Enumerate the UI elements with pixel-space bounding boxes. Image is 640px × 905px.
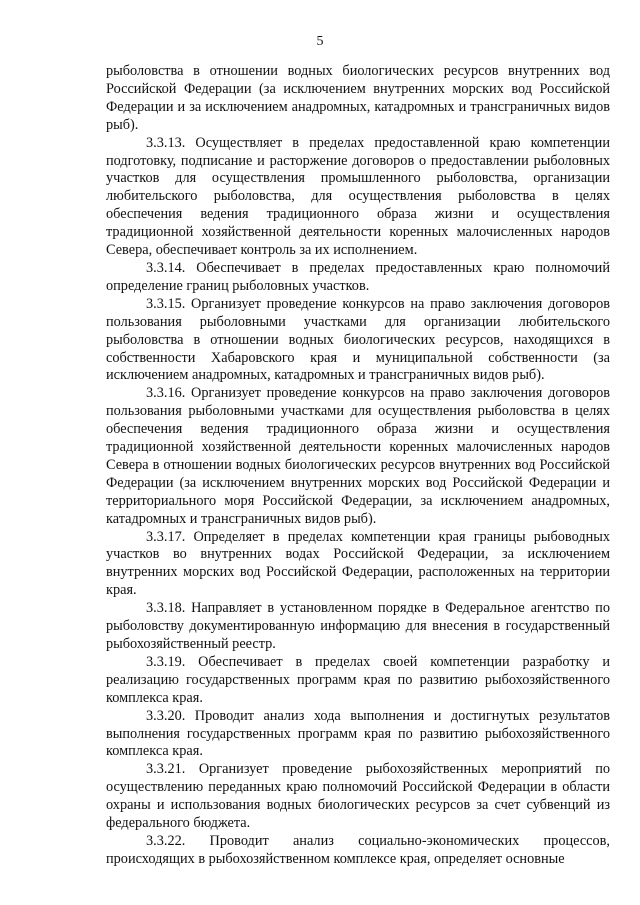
paragraph-3-3-14: 3.3.14. Обеспечивает в пределах предоставленных краю полномочий определение границ рыболовных участков. xyxy=(106,259,610,294)
paragraph-3-3-17: 3.3.17. Определяет в пределах компетенции края границы рыбоводных участков во внутренних водах Российской Федерации, за исключением внутренних морских вод Российской Федерации, расположенных на территории края. xyxy=(106,528,610,599)
paragraph-3-3-19: 3.3.19. Обеспечивает в пределах своей компетенции разработку и реализацию государственных программ края по развитию рыбохозяйственного комплекса края. xyxy=(106,653,610,706)
paragraph-3-3-15: 3.3.15. Организует проведение конкурсов на право заключения договоров пользования рыболовными участками для организации любительского рыболовства в отношении водных биологических ресурсов, находящихся в собственности Хабаровского края и муниципальной собственности (за исключением анадромных, катадромных и трансграничных видов рыб). xyxy=(106,295,610,384)
paragraph-continuation: рыболовства в отношении водных биологических ресурсов внутренних вод Российской Федерации (за исключением внутренних морских вод Российской Федерации и за исключением анадромных, катадромных и трансграничных видов рыб). xyxy=(106,63,610,133)
paragraph-3-3-22: 3.3.22. Проводит анализ социально-экономических процессов, происходящих в рыбохозяйственном комплексе края, определяет основные xyxy=(106,832,610,867)
paragraph-3-3-21: 3.3.21. Организует проведение рыбохозяйственных мероприятий по осуществлению переданных краю полномочий Российской Федерации в области охраны и использования водных биологических ресурсов за счет субвенций из федерального бюджета. xyxy=(106,761,610,832)
document-body xyxy=(106,63,610,869)
paragraph-3-3-16: 3.3.16. Организует проведение конкурсов на право заключения договоров пользования рыболовными участками для осуществления рыболовства в целях обеспечения ведения традиционного образа жизни и осуществления традиционной хозяйственной деятельности коренных малочисленных народов Севера в отношении водных биологических ресурсов внутренних вод Российской Федерации (за исключением внутренних морских вод Российской Федерации и территориального моря Российской Федерации, за исключением анадромных, катадромных и трансграничных видов рыб). xyxy=(106,385,610,527)
paragraph-3-3-20: 3.3.20. Проводит анализ хода выполнения и достигнутых результатов выполнения государственных программ края по развитию рыбохозяйственного комплекса края. xyxy=(106,707,610,760)
paragraph-3-3-13: 3.3.13. Осуществляет в пределах предоставленной краю компетенции подготовку, подписание и расторжение договоров о предоставлении рыболовных участков для осуществления промышленного рыболовства, организации любительского рыболовства, для осуществления рыболовства в целях обеспечения ведения традиционного образа жизни и осуществления традиционной хозяйственной деятельности коренных малочисленных народов Севера, обеспечивает контроль за их исполнением. xyxy=(106,134,610,259)
page-number: 5 xyxy=(316,34,324,49)
paragraph-3-3-18: 3.3.18. Направляет в установленном порядке в Федеральное агентство по рыболовству документированную информацию для внесения в государственный рыбохозяйственный реестр. xyxy=(106,600,610,652)
